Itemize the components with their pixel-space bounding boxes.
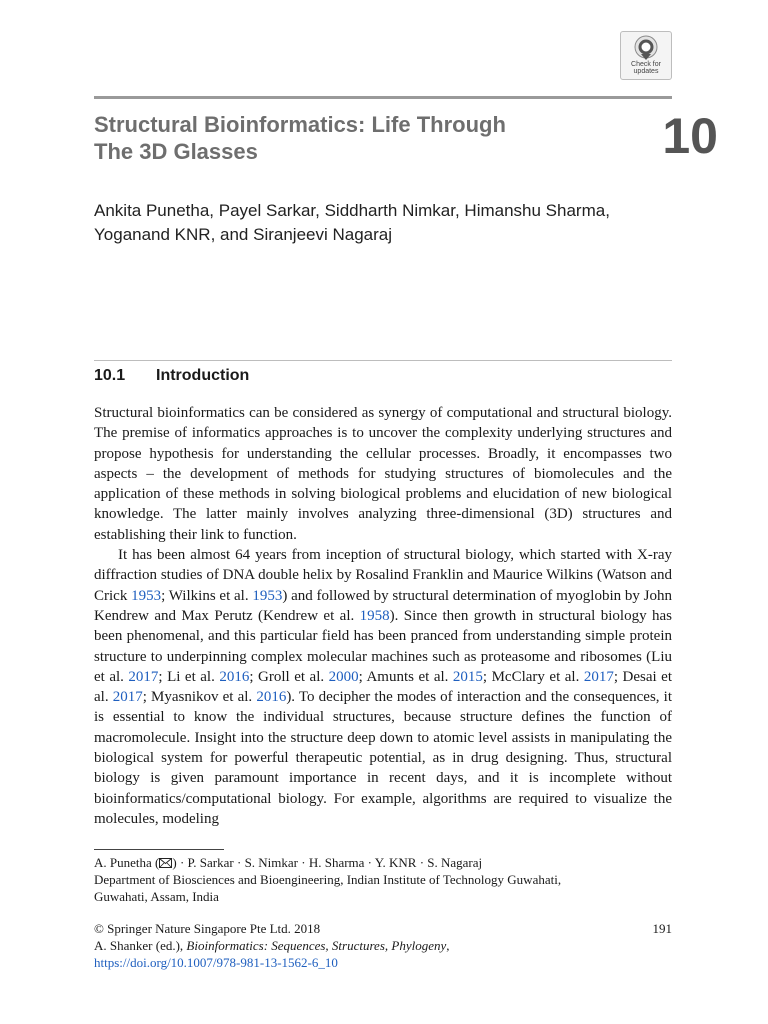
envelope-icon[interactable] xyxy=(159,858,172,868)
section-number: 10.1 xyxy=(94,367,126,384)
authors-line1: Ankita Punetha, Payel Sarkar, Siddharth Nimkar, Himanshu Sharma, xyxy=(94,201,610,220)
footnote-affiliation-line1: Department of Biosciences and Bioengineering, Indian Institute of Technology Guwahati, xyxy=(94,872,562,887)
p2-text: ; Desai et al. xyxy=(94,668,672,706)
book-title: Bioinformatics: Sequences, Structures, Phylogeny xyxy=(186,938,447,953)
p2-text: ; Li et al. xyxy=(158,668,220,685)
book-editor: A. Shanker (ed.), xyxy=(94,938,187,953)
body-text xyxy=(94,403,672,829)
book-citation xyxy=(94,937,672,954)
citation-link[interactable]: 2017 xyxy=(128,668,159,685)
page-number: 191 xyxy=(652,921,672,936)
authors-line2: Yoganand KNR, and Siranjeevi Nagaraj xyxy=(94,225,393,244)
paragraph-1: Structural bioinformatics can be considered as synergy of computational and structural biology. The premise of informatics approaches is to uncover the complexity underlying structures and propose hypothesis for understanding the cellular processes. Broadly, it encompasses two aspects – the development of methods for studying structures of biomolecules and the application of these methods in solving biological problems and elucidation of new biological knowledge. The latter mainly involves analyzing three-dimensional (3D) structures and establishing their link to function. xyxy=(94,405,672,543)
chapter-number: 10 xyxy=(662,108,718,164)
chapter-title xyxy=(94,111,614,165)
citation-link[interactable]: 2017 xyxy=(583,668,614,685)
citation-link[interactable]: 2017 xyxy=(112,689,143,706)
badge-label-line2: updates xyxy=(633,68,659,75)
p2-text: ; Myasnikov et al. xyxy=(142,689,257,706)
p2-text: ; Groll et al. xyxy=(249,668,329,685)
check-for-updates-badge[interactable] xyxy=(620,31,672,80)
footnote-authors xyxy=(94,854,672,871)
citation-link[interactable]: 1958 xyxy=(359,607,390,624)
chapter-title-line2: The 3D Glasses xyxy=(94,139,258,164)
book-suffix: , xyxy=(446,938,450,953)
section-title: Introduction xyxy=(156,367,250,384)
p2-text: ; McClary et al. xyxy=(482,668,584,685)
citation-link[interactable]: 2000 xyxy=(328,668,359,685)
copyright-line: © Springer Nature Singapore Pte Ltd. 2018 xyxy=(94,921,321,936)
p2-text: ; Wilkins et al. xyxy=(161,587,253,604)
author-footnote xyxy=(94,854,672,905)
p2-text: ) and followed by structural determination of myoglobin by John Kendrew and Max Perutz (Kendrew et al. xyxy=(94,587,672,624)
p2-text: ; Amunts et al. xyxy=(358,668,453,685)
citation-link[interactable]: 2016 xyxy=(219,668,250,685)
footnote-affiliation-line2: Guwahati, Assam, India xyxy=(94,889,219,904)
copyright-block xyxy=(94,920,672,971)
footnote-rule xyxy=(94,849,224,850)
p2-text: It has been almost 64 years from inception of structural biology, which started with X-ray diffraction studies of DNA double helix by Rosalind Franklin and Maurice Wilkins (Watson and Crick xyxy=(94,547,672,604)
section-heading xyxy=(94,366,249,386)
crossmark-icon xyxy=(634,35,658,61)
section-rule xyxy=(94,360,672,361)
citation-link[interactable]: 2016 xyxy=(256,689,287,706)
footnote-authors-text: ) · P. Sarkar · S. Nimkar · H. Sharma · Y. KNR · S. Nagaraj xyxy=(172,855,483,870)
chapter-authors xyxy=(94,199,684,247)
citation-link[interactable]: 1953 xyxy=(131,587,162,604)
chapter-title-line1: Structural Bioinformatics: Life Through xyxy=(94,112,506,137)
footnote-authors-text: A. Punetha ( xyxy=(94,855,160,870)
top-rule xyxy=(94,96,672,99)
paragraph-2 xyxy=(94,545,672,829)
badge-label-line1: Check for xyxy=(631,61,661,68)
citation-link[interactable]: 2015 xyxy=(452,668,483,685)
doi-link[interactable]: https://doi.org/10.1007/978-981-13-1562-6_10 xyxy=(94,955,338,970)
p2-text: ). Since then growth in structural biology has been phenomenal, and this particular field has been pranced from understanding simple protein structure to underpinning complex molecular machines such as proteasome and ribosomes (Liu et al. xyxy=(94,607,672,685)
p2-text: ). To decipher the modes of interaction and the consequences, it is essential to know the individual structures, because structure defines the function of macromolecule. Insight into the structure deep down to atomic level assists in manipulating the biological system for powerful therapeutic potential, as in drug designing. Thus, structural biology is given paramount importance in recent days, and it is incomplete without bioinformatics/computational biology. For example, algorithms are required to visualize the molecules, modeling xyxy=(94,689,672,827)
citation-link[interactable]: 1953 xyxy=(252,587,283,604)
